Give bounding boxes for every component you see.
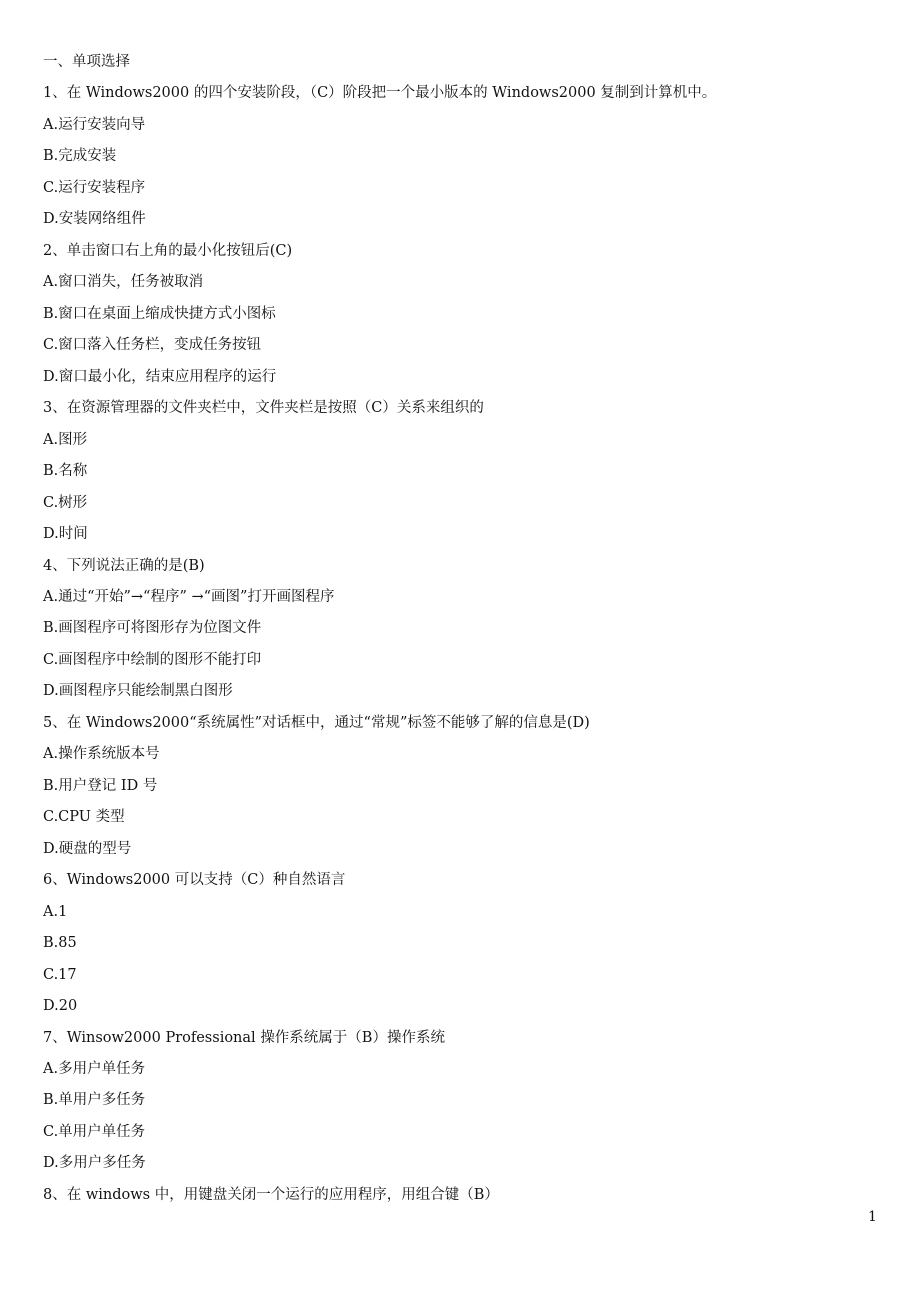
answer-option: A.图形 [43,431,88,448]
answer-option: D.多用户多任务 [43,1155,146,1172]
answer-option: C.17 [43,966,77,983]
question-stem: 3、在资源管理器的文件夹栏中，文件夹栏是按照（C）关系来组织的 [43,400,484,417]
answer-option: D.安装网络组件 [43,211,146,228]
document-body [43,51,716,1215]
question-stem: 2、单击窗口右上角的最小化按钮后(C) [43,242,293,259]
answer-option: C.画图程序中绘制的图形不能打印 [43,651,262,668]
answer-option: B.名称 [43,463,88,480]
answer-option: C.树形 [43,494,88,511]
answer-option: D.窗口最小化，结束应用程序的运行 [43,368,277,385]
answer-option: A.1 [43,903,68,920]
answer-option: C.CPU 类型 [43,809,125,826]
answer-option: A.通过“开始”→“程序” →“画图”打开画图程序 [43,588,335,605]
question-stem: 6、Windows2000 可以支持（C）种自然语言 [43,872,346,889]
question-stem: 8、在 windows 中，用键盘关闭一个运行的应用程序，用组合键（B） [43,1186,499,1203]
answer-option: B.用户登记 ID 号 [43,777,158,794]
question-stem: 5、在 Windows2000“系统属性”对话框中，通过“常规”标签不能够了解的信息是(D) [43,714,590,731]
answer-option: C.运行安装程序 [43,179,146,196]
answer-option: B.窗口在桌面上缩成快捷方式小图标 [43,305,276,322]
answer-option: A.运行安装向导 [43,116,146,133]
question-stem: 4、下列说法正确的是(B) [43,557,205,574]
page-number: 1 [868,1209,877,1225]
answer-option: D.20 [43,998,78,1015]
answer-option: D.时间 [43,526,88,543]
answer-option: D.画图程序只能绘制黑白图形 [43,683,233,700]
question-stem: 1、在 Windows2000 的四个安装阶段，（C）阶段把一个最小版本的 Windows2000 复制到计算机中。 [43,85,717,102]
answer-option: C.窗口落入任务栏，变成任务按钮 [43,337,262,354]
answer-option: B.画图程序可将图形存为位图文件 [43,620,262,637]
answer-option: A.窗口消失，任务被取消 [43,274,204,291]
answer-option: B.单用户多任务 [43,1092,146,1109]
question-stem: 7、Winsow2000 Professional 操作系统属于（B）操作系统 [43,1029,445,1046]
answer-option: D.硬盘的型号 [43,840,132,857]
answer-option: A.操作系统版本号 [43,746,160,763]
answer-option: B.85 [43,935,77,952]
answer-option: B.完成安装 [43,148,117,165]
section-heading: 一、单项选择 [43,54,130,70]
answer-option: A.多用户单任务 [43,1061,146,1077]
answer-option: C.单用户单任务 [43,1123,146,1140]
